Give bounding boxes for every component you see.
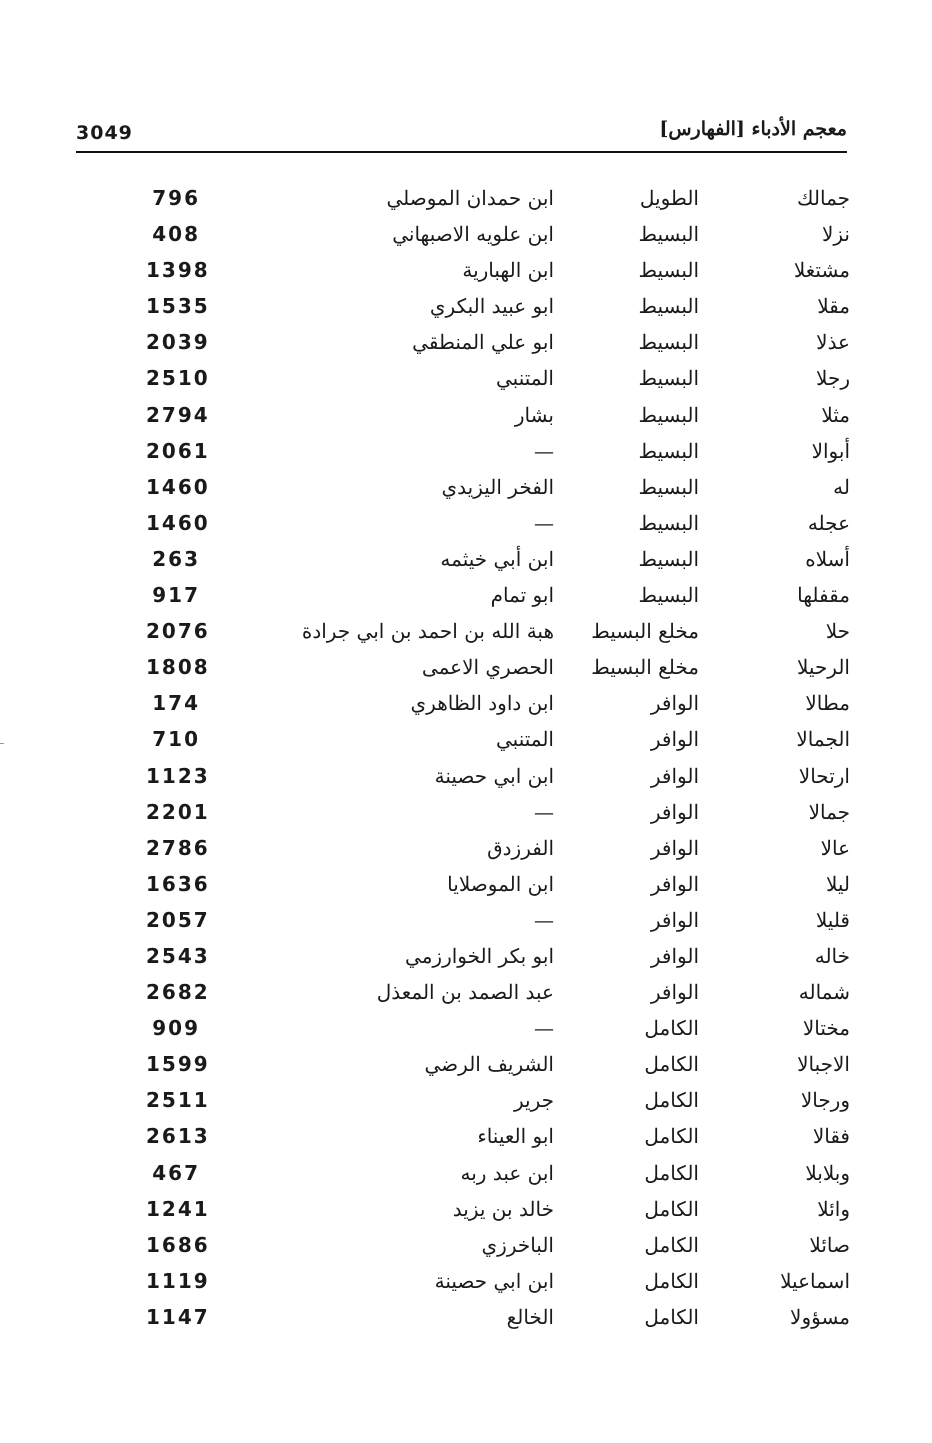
rhyme-word: مسؤولا — [790, 1304, 850, 1329]
page-reference: 2039 — [146, 330, 210, 355]
poet-name: ابن ابي حصينة — [434, 1268, 554, 1293]
page-reference: 1241 — [146, 1196, 210, 1221]
meter-name: الوافر — [650, 691, 699, 716]
table-row — [0, 1082, 932, 1118]
meter-name: الوافر — [650, 799, 699, 824]
page-reference: 2613 — [146, 1124, 210, 1149]
page-reference: 1535 — [146, 294, 210, 319]
meter-name: الكامل — [644, 1196, 699, 1221]
poet-name: بشار — [514, 402, 554, 427]
page-reference: 1147 — [146, 1304, 210, 1329]
table-row — [0, 758, 932, 794]
page-reference: 2076 — [146, 619, 210, 644]
poet-name: الشريف الرضي — [424, 1052, 554, 1077]
rhyme-word: عذلا — [816, 330, 850, 355]
poet-name: — — [534, 1016, 554, 1041]
page-reference: 917 — [152, 583, 200, 608]
index-table — [0, 180, 932, 1335]
table-row — [0, 1010, 932, 1046]
meter-name: الكامل — [644, 1232, 699, 1257]
poet-name: ابو عبيد البكري — [429, 294, 554, 319]
rhyme-word: عجله — [807, 510, 850, 535]
table-row — [0, 577, 932, 613]
poet-name: الخالع — [506, 1304, 554, 1329]
poet-name: ابن داود الظاهري — [410, 691, 554, 716]
meter-name: الوافر — [650, 763, 699, 788]
poet-name: ابن عبد ربه — [460, 1160, 554, 1185]
page-reference: 909 — [152, 1016, 200, 1041]
table-row — [0, 794, 932, 830]
page-reference: 2510 — [146, 366, 210, 391]
table-row — [0, 974, 932, 1010]
rhyme-word: اسماعيلا — [780, 1268, 850, 1293]
rhyme-word: حلا — [825, 619, 850, 644]
rhyme-word: مشتغلا — [793, 258, 850, 283]
rhyme-word: شماله — [798, 980, 850, 1005]
meter-name: الكامل — [644, 1268, 699, 1293]
page-reference: 1123 — [146, 763, 210, 788]
page-reference: 2543 — [146, 943, 210, 968]
poet-name: ابو علي المنطقي — [412, 330, 554, 355]
page-reference: 796 — [152, 186, 200, 210]
meter-name: الكامل — [644, 1160, 699, 1185]
poet-name: ابن الموصلايا — [447, 871, 554, 896]
rhyme-word: الاجبالا — [797, 1052, 850, 1077]
page-reference: 174 — [152, 691, 200, 716]
rhyme-word: مقفلها — [797, 583, 850, 608]
meter-name: البسيط — [638, 294, 699, 319]
page-reference: 1460 — [146, 474, 210, 499]
page-reference: 263 — [152, 546, 200, 571]
rhyme-word: عالا — [820, 835, 850, 860]
rhyme-word: أسلاه — [805, 546, 850, 571]
poet-name: الباخرزي — [481, 1232, 554, 1257]
rhyme-word: جمالك — [797, 186, 850, 210]
page-reference: 1636 — [146, 871, 210, 896]
meter-name: الوافر — [650, 835, 699, 860]
page-reference: 1599 — [146, 1052, 210, 1077]
table-row — [0, 902, 932, 938]
poet-name: الفخر اليزيدي — [441, 474, 554, 499]
rhyme-word: صائلا — [809, 1232, 850, 1257]
table-row — [0, 360, 932, 396]
meter-name: البسيط — [638, 438, 699, 463]
rhyme-word: أبوالا — [811, 438, 850, 463]
meter-name: البسيط — [638, 402, 699, 427]
page-reference: 1686 — [146, 1232, 210, 1257]
rhyme-word: مثلا — [821, 402, 850, 427]
page-reference: 2794 — [146, 402, 210, 427]
poet-name: ابن حمدان الموصلي — [386, 186, 554, 210]
table-row — [0, 180, 932, 216]
page-reference: 2682 — [146, 980, 210, 1005]
rhyme-word: مختالا — [802, 1016, 850, 1041]
running-title: معجم الأدباء [الفهارس] — [659, 118, 847, 140]
meter-name: الكامل — [644, 1304, 699, 1329]
rhyme-word: نزلا — [821, 222, 850, 247]
page-reference: 2061 — [146, 438, 210, 463]
meter-name: البسيط — [638, 222, 699, 247]
rhyme-word: ارتحالا — [798, 763, 850, 788]
page-reference: 467 — [152, 1160, 200, 1185]
poet-name: ابن أبي خيثمه — [440, 546, 554, 571]
page-reference: 2201 — [146, 799, 210, 824]
table-row — [0, 324, 932, 360]
poet-name: خالد بن يزيد — [452, 1196, 554, 1221]
table-row — [0, 613, 932, 649]
meter-name: البسيط — [638, 258, 699, 283]
page-header — [76, 118, 847, 150]
table-row — [0, 685, 932, 721]
meter-name: مخلع البسيط — [591, 619, 699, 644]
table-row — [0, 866, 932, 902]
page-reference: 2786 — [146, 835, 210, 860]
poet-name: ابن علويه الاصبهاني — [392, 222, 554, 247]
rhyme-word: خاله — [814, 943, 850, 968]
meter-name: الوافر — [650, 943, 699, 968]
rhyme-word: الرحيلا — [796, 655, 850, 680]
rhyme-word: الجمالا — [796, 727, 850, 752]
rhyme-word: وبلابلا — [805, 1160, 850, 1185]
meter-name: الوافر — [650, 907, 699, 932]
table-row — [0, 1046, 932, 1082]
poet-name: عبد الصمد بن المعذل — [376, 980, 554, 1005]
rhyme-word: مقلا — [817, 294, 850, 319]
meter-name: الكامل — [644, 1016, 699, 1041]
poet-name: جرير — [514, 1088, 554, 1113]
meter-name: مخلع البسيط — [591, 655, 699, 680]
table-row — [0, 1118, 932, 1154]
rhyme-word: قليلا — [815, 907, 850, 932]
meter-name: البسيط — [638, 474, 699, 499]
meter-name: البسيط — [638, 546, 699, 571]
poet-name: — — [534, 799, 554, 824]
rhyme-word: فقالا — [812, 1124, 850, 1149]
page-reference: 1460 — [146, 510, 210, 535]
table-row — [0, 938, 932, 974]
rhyme-word: وائلا — [817, 1196, 850, 1221]
table-row — [0, 469, 932, 505]
meter-name: الكامل — [644, 1088, 699, 1113]
meter-name: الوافر — [650, 727, 699, 752]
meter-name: الطويل — [639, 186, 699, 210]
poet-name: المتنبي — [496, 366, 554, 391]
meter-name: الكامل — [644, 1124, 699, 1149]
poet-name: ابن الهبارية — [462, 258, 554, 283]
poet-name: — — [534, 438, 554, 463]
table-row — [0, 433, 932, 469]
poet-name: الفرزدق — [487, 835, 554, 860]
poet-name: — — [534, 907, 554, 932]
table-row — [0, 1299, 932, 1335]
table-row — [0, 288, 932, 324]
poet-name: ابو العيناء — [477, 1124, 554, 1149]
rhyme-word: ورجالا — [800, 1088, 850, 1113]
meter-name: الوافر — [650, 980, 699, 1005]
poet-name: ابو تمام — [490, 583, 554, 608]
page-reference: 710 — [152, 727, 200, 752]
page-reference: 1808 — [146, 655, 210, 680]
page-number: 3049 — [76, 122, 133, 144]
meter-name: البسيط — [638, 330, 699, 355]
meter-name: البسيط — [638, 510, 699, 535]
rhyme-word: له — [833, 474, 850, 499]
rhyme-word: ليلا — [825, 871, 850, 896]
table-row — [0, 1191, 932, 1227]
page-reference: 1398 — [146, 258, 210, 283]
table-row — [0, 1227, 932, 1263]
table-row — [0, 216, 932, 252]
table-row — [0, 721, 932, 757]
page-reference: 2057 — [146, 907, 210, 932]
rhyme-word: جمالا — [808, 799, 850, 824]
rhyme-word: رجلا — [816, 366, 850, 391]
rhyme-word: مطالا — [805, 691, 850, 716]
header-rule — [76, 151, 847, 153]
poet-name: ابو بكر الخوارزمي — [405, 943, 554, 968]
poet-name: المتنبي — [496, 727, 554, 752]
poet-name: هبة الله بن احمد بن ابي جرادة — [301, 619, 554, 644]
table-row — [0, 252, 932, 288]
table-row — [0, 649, 932, 685]
meter-name: الكامل — [644, 1052, 699, 1077]
page-reference: 2511 — [146, 1088, 210, 1113]
meter-name: البسيط — [638, 366, 699, 391]
table-row — [0, 397, 932, 433]
meter-name: الوافر — [650, 871, 699, 896]
table-row — [0, 1263, 932, 1299]
poet-name: ابن ابي حصينة — [434, 763, 554, 788]
poet-name: الحصري الاعمى — [421, 655, 554, 680]
table-row — [0, 505, 932, 541]
page-reference: 1119 — [146, 1268, 210, 1293]
page-reference: 408 — [152, 222, 200, 247]
table-row — [0, 1155, 932, 1191]
table-row — [0, 541, 932, 577]
table-row — [0, 830, 932, 866]
meter-name: البسيط — [638, 583, 699, 608]
poet-name: — — [534, 510, 554, 535]
